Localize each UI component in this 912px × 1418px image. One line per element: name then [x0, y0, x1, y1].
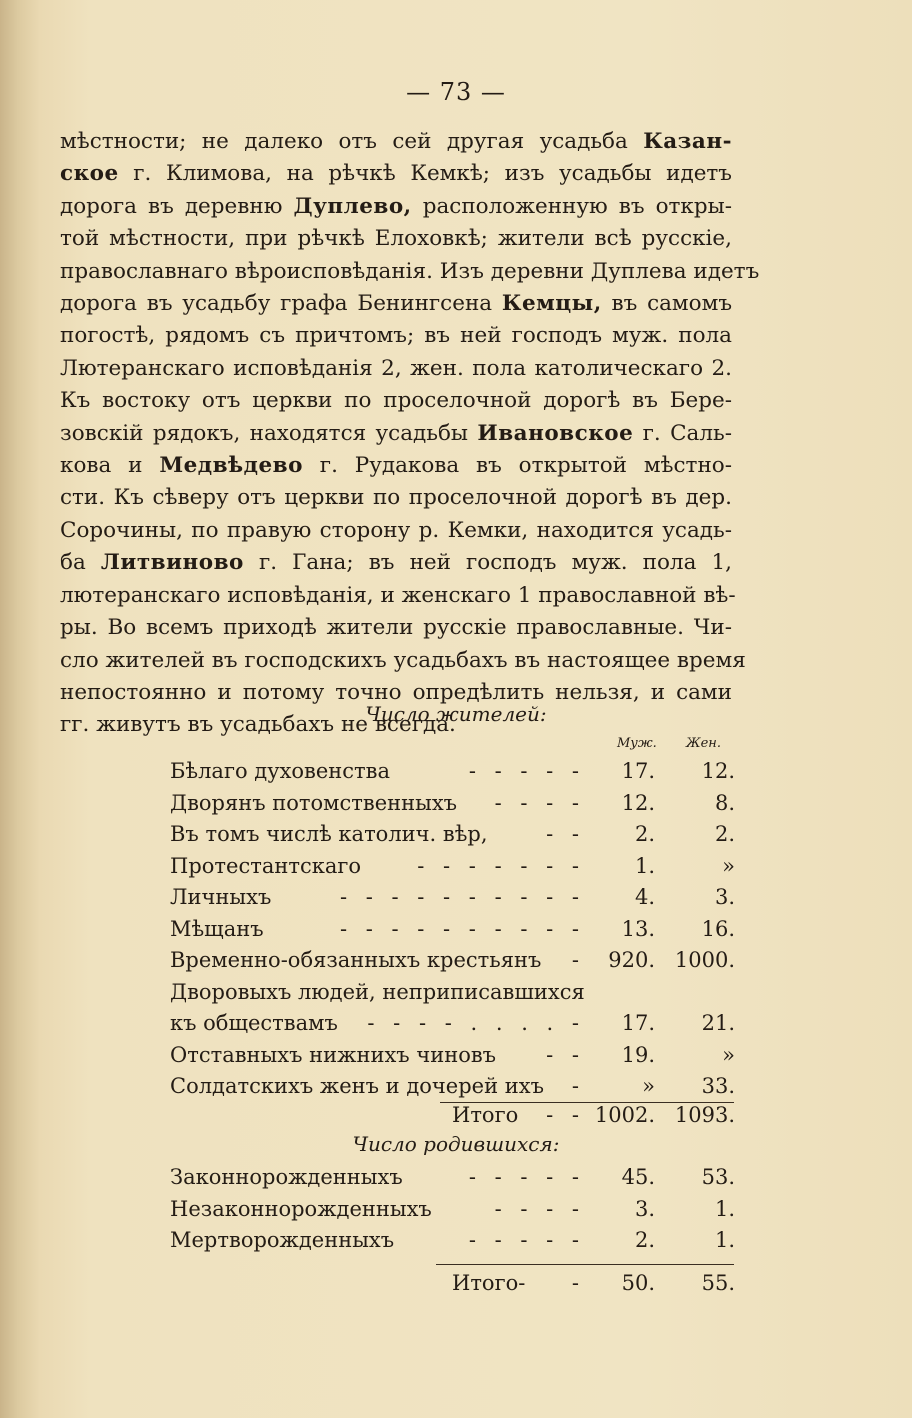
text-run: Къ востоку отъ церкви по проселочной дорогѣ въ Бере-	[60, 388, 732, 414]
female-count: »	[722, 1042, 735, 1067]
female-count: 16.	[701, 916, 735, 941]
place-name: Медвѣдево	[159, 453, 303, 479]
female-count: 12.	[701, 759, 735, 783]
text-line	[60, 450, 732, 482]
page-number: — 73 —	[406, 78, 506, 106]
residents-heading: Число жителей:	[365, 702, 547, 726]
male-count: 920.	[608, 948, 655, 972]
place-name: Кемцы,	[501, 291, 602, 317]
table-row	[170, 1162, 735, 1194]
text-run: дорога въ усадьбу графа Бенингсена	[60, 291, 502, 317]
births-total-rule	[436, 1264, 734, 1265]
text-run: г. Климова, на рѣчкѣ Кемкѣ; изъ усадьбы идетъ	[118, 161, 732, 187]
male-count: 50.	[621, 1271, 655, 1295]
body-paragraph	[60, 126, 760, 742]
male-count: 13.	[621, 916, 655, 941]
text-run: православнаго вѣроисповѣданія. Изъ деревни Дуплева идетъ	[60, 258, 760, 284]
leader-dashes: - - - - . . . . -	[367, 1011, 585, 1035]
male-count: 4.	[634, 885, 655, 909]
leader-dashes: - - - - - - - - - -	[339, 916, 585, 941]
table-row	[170, 788, 735, 820]
text-run: Лютеранскаго исповѣданія 2, жен. пола католическаго 2.	[60, 355, 732, 381]
leader-dashes: -	[571, 1271, 585, 1295]
text-run: ры. Во всемъ приходѣ жители русскіе православные. Чи-	[60, 615, 732, 641]
text-line	[60, 288, 732, 320]
female-count: 53.	[701, 1165, 735, 1189]
leader-dashes: - - - - -	[468, 1228, 585, 1252]
table-row	[170, 1225, 735, 1257]
text-line	[60, 482, 732, 514]
female-count: 1.	[714, 1196, 735, 1221]
text-run: г. Гана; въ ней господъ муж. пола 1,	[243, 550, 732, 576]
leader-dashes: - - - -	[494, 1196, 585, 1221]
text-line	[60, 126, 732, 158]
female-count: 1.	[714, 1228, 735, 1252]
text-run: г. Рудакова въ открытой мѣстно-	[302, 453, 732, 479]
table-row	[170, 1071, 735, 1103]
male-count: 19.	[621, 1042, 655, 1067]
female-count: 55.	[701, 1271, 735, 1295]
row-label: Бѣлаго духовенства	[170, 759, 391, 783]
place-name: Литвиново	[100, 550, 244, 576]
place-name: ское	[60, 161, 119, 187]
row-label: Законнорожденныхъ	[170, 1165, 403, 1189]
text-line	[60, 580, 736, 612]
table-row	[170, 1040, 735, 1072]
text-line	[60, 645, 746, 677]
female-count: 21.	[701, 1011, 735, 1035]
leader-dashes: - - - - - - -	[417, 853, 585, 878]
table-row	[170, 819, 735, 851]
text-run: той мѣстности, при рѣчкѣ Елоховкѣ; жители всѣ русскіе,	[60, 226, 732, 252]
leader-dashes: - -	[546, 1103, 585, 1127]
total-row	[170, 1268, 735, 1300]
place-name: Ивановское	[477, 420, 634, 446]
text-run: расположенную въ откры-	[411, 193, 732, 219]
text-run: непостоянно и потому точно опредѣлить нельзя, и сами	[60, 679, 732, 705]
female-count: 8.	[714, 790, 735, 815]
row-label: Итого-	[452, 1271, 526, 1295]
leader-dashes: - -	[546, 822, 585, 846]
row-label: Мѣщанъ	[170, 916, 264, 941]
text-run: кова и	[60, 453, 160, 479]
leader-dashes: -	[571, 1074, 585, 1098]
male-count: 1002.	[594, 1103, 655, 1127]
text-line	[60, 158, 732, 190]
table-row	[170, 882, 735, 914]
column-header-male: Муж.	[617, 736, 657, 751]
text-line	[60, 256, 760, 288]
births-total	[170, 1268, 735, 1300]
place-name: Казан-	[643, 129, 732, 154]
text-line	[60, 418, 732, 450]
text-line	[60, 353, 732, 385]
leader-dashes: -	[571, 948, 585, 972]
residents-table	[170, 756, 735, 1103]
text-line	[60, 223, 732, 255]
row-label: Солдатскихъ женъ и дочерей ихъ	[170, 1074, 544, 1098]
births-heading: Число родившихся:	[352, 1132, 560, 1156]
text-run: сло жителей въ господскихъ усадьбахъ въ настоящее время	[60, 647, 746, 673]
residents-total	[170, 1100, 735, 1132]
male-count: 17.	[621, 1011, 655, 1035]
text-run: мѣстности; не далеко отъ сей другая усадьба	[60, 129, 644, 154]
row-label: Мертворожденныхъ	[170, 1228, 395, 1252]
table-row	[170, 1008, 735, 1040]
row-label: Отставныхъ нижнихъ чиновъ	[170, 1042, 497, 1067]
row-label: къ обществамъ	[170, 1011, 338, 1035]
row-label: Дворянъ потомственныхъ	[170, 790, 458, 815]
total-row	[170, 1100, 735, 1132]
leader-dashes: - - - - -	[468, 1165, 585, 1189]
text-run: Сорочины, по правую сторону р. Кемки, находится усадь-	[60, 517, 732, 543]
table-row	[170, 756, 735, 788]
table-row	[170, 914, 735, 946]
leader-dashes: - - - -	[494, 790, 585, 815]
male-count: 1.	[634, 853, 655, 878]
row-label: Протестантскаго	[170, 853, 362, 878]
text-run: дорога въ деревню	[60, 193, 294, 219]
male-count: 3.	[634, 1196, 655, 1221]
text-run: ба	[60, 550, 101, 576]
row-label: Личныхъ	[170, 885, 272, 909]
text-line	[60, 320, 732, 352]
text-line	[60, 191, 732, 223]
male-count: 2.	[634, 822, 655, 846]
leader-dashes: - -	[546, 1042, 585, 1067]
births-table	[170, 1162, 735, 1257]
row-label: Незаконнорожденныхъ	[170, 1196, 432, 1221]
row-label: Дворовыхъ людей, неприписавшихся	[170, 979, 585, 1004]
text-run: гг. живутъ въ усадьбахъ не всегда.	[60, 712, 456, 738]
text-line	[60, 385, 732, 417]
text-line	[60, 515, 732, 547]
female-count: 3.	[714, 885, 735, 909]
table-row	[170, 851, 735, 883]
row-label: Временно-обязанныхъ крестьянъ	[170, 948, 542, 972]
text-run: сти. Къ сѣверу отъ церкви по проселочной дорогѣ въ дер.	[60, 485, 732, 511]
text-run: погостѣ, рядомъ съ причтомъ; въ ней господъ муж. пола	[60, 323, 732, 349]
text-run: лютеранскаго исповѣданія, и женскаго 1 православной вѣ-	[60, 582, 736, 608]
male-count: 12.	[621, 790, 655, 815]
male-count: »	[642, 1074, 655, 1098]
text-run: г. Саль-	[633, 420, 732, 446]
female-count: 2.	[714, 822, 735, 846]
leader-dashes: - - - - - - - - - -	[339, 885, 585, 909]
row-label: Итого	[452, 1103, 519, 1127]
leader-dashes: - - - - -	[468, 759, 585, 783]
text-run: въ самомъ	[601, 291, 733, 317]
male-count: 2.	[634, 1228, 655, 1252]
row-label: Въ томъ числѣ католич. вѣр,	[170, 822, 488, 846]
table-row	[170, 945, 735, 977]
table-row	[170, 977, 735, 1009]
female-count: 1000.	[674, 948, 735, 972]
place-name: Дуплево,	[293, 193, 412, 219]
text-line	[60, 612, 732, 644]
male-count: 45.	[621, 1165, 655, 1189]
text-run: зовскій рядокъ, находятся усадьбы	[60, 420, 478, 446]
table-row	[170, 1194, 735, 1226]
text-line	[60, 547, 732, 579]
female-count: 33.	[701, 1074, 735, 1098]
male-count: 17.	[621, 759, 655, 783]
column-header-female: Жен.	[686, 736, 721, 751]
female-count: 1093.	[674, 1103, 735, 1127]
female-count: »	[722, 853, 735, 878]
